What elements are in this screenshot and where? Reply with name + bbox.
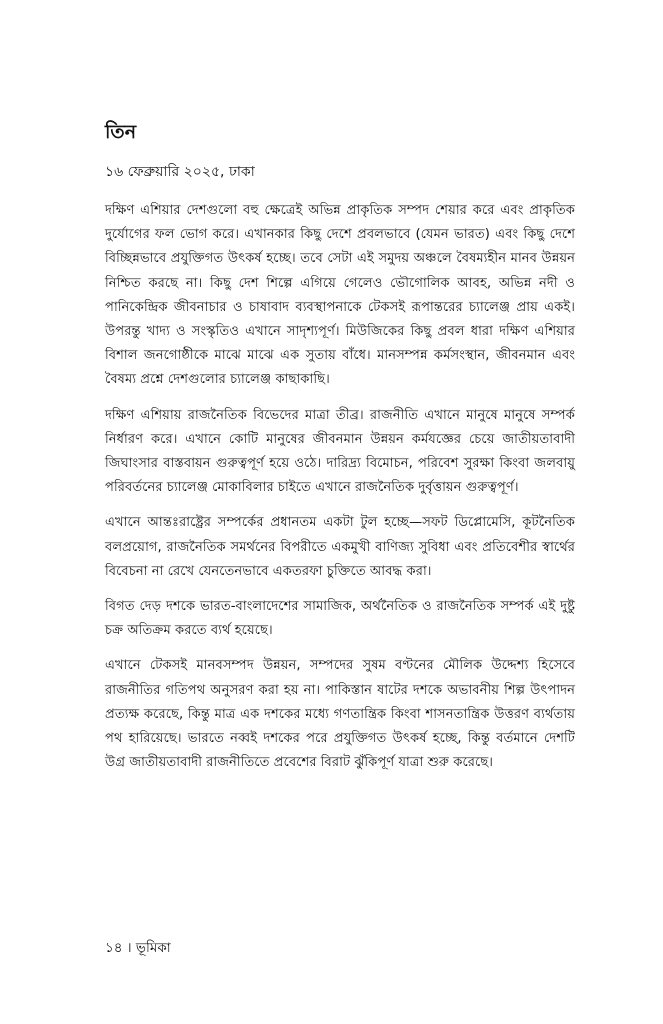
chapter-title: তিন — [105, 121, 137, 143]
page-footer: ১৪ । ভূমিকা — [105, 940, 171, 956]
paragraph-1: দক্ষিণ এশিয়ার দেশগুলো বহু ক্ষেত্রেই অভিন্ন প্রাকৃতিক সম্পদ শেয়ার করে এবং প্রাকৃতিক দুর্যোগের ফল ভোগ করে। এখানকার কিছু দেশে প্রবলভাবে (যেমন ভারত) এবং কিছু দেশে বিচ্ছিন্নভাবে প্রযুক্তিগত উৎকর্ষ হচ্ছে। তবে সেটা এই সমুদয় অঞ্চলে বৈষম্যহীন মানব উন্নয়ন নিশ্চিত করছে না। কিছু দেশ শিল্পে এগিয়ে গেলেও ভৌগোলিক আবহ, অভিন্ন নদী ও পানিকেন্দ্রিক জীবনাচার ও চাষাবাদ ব্যবস্থাপনাকে টেকসই রূপান্তরের চ্যালেঞ্জ প্রায় একই। উপরন্তু খাদ্য ও সংস্কৃতিও এখানে সাদৃশ্যপূর্ণ। মিউজিকের কিছু প্রবল ধারা দক্ষিণ এশিয়ার বিশাল জনগোষ্ঠীকে মাঝে মাঝে এক সুতায় বাঁধে। মানসম্পন্ন কর্মসংস্থান, জীবনমান এবং বৈষম্য প্রশ্নে দেশগুলোর চ্যালেঞ্জ কাছাকাছি। — [105, 203, 575, 388]
paragraph-3: এখানে আন্তঃরাষ্ট্রের সম্পর্কের প্রধানতম একটা টুল হচ্ছে—সফট ডিপ্লোমেসি, কূটনৈতিক বলপ্রয়োগ, রাজনৈতিক সমর্থনের বিপরীতে একমুখী বাণিজ্য সুবিধা এবং প্রতিবেশীর স্বার্থের বিবেচনা না রেখে যেনতেনভাবে একতরফা চুক্তিতে আবদ্ধ করা। — [105, 515, 575, 579]
paragraph-4: বিগত দেড় দশকে ভারত-বাংলাদেশের সামাজিক, অর্থনৈতিক ও রাজনৈতিক সম্পর্ক এই দুষ্টু চক্র অতিক্রম করতে ব্যর্থ হয়েছে। — [105, 599, 575, 639]
paragraph-2: দক্ষিণ এশিয়ায় রাজনৈতিক বিভেদের মাত্রা তীব্র। রাজনীতি এখানে মানুষে মানুষে সম্পর্ক নির্ধারণ করে। এখানে কোটি মানুষের জীবনমান উন্নয়ন কর্মযজ্ঞের চেয়ে জাতীয়তাবাদী জিঘাংসার বাস্তবায়ন গুরুত্বপূর্ণ হয়ে ওঠে। দারিদ্র্য বিমোচন, পরিবেশ সুরক্ষা কিংবা জলবায়ু পরিবর্তনের চ্যালেঞ্জ মোকাবিলার চাইতে এখানে রাজনৈতিক দুর্বৃত্তায়ন গুরুত্বপূর্ণ। — [105, 407, 575, 496]
dateline: ১৬ ফেব্রুয়ারি ২০২৫, ঢাকা — [105, 164, 255, 180]
page-body — [105, 118, 575, 785]
paragraph-5: এখানে টেকসই মানবসম্পদ উন্নয়ন, সম্পদের সুষম বণ্টনের মৌলিক উদ্দেশ্য হিসেবে রাজনীতির গতিপথ অনুসরণ করা হয় না। পাকিস্তান ষাটের দশকে অভাবনীয় শিল্প উৎপাদন প্রত্যক্ষ করেছে, কিন্তু মাত্র এক দশকের মধ্যে গণতান্ত্রিক কিংবা শাসনতান্ত্রিক উত্তরণ ব্যর্থতায় পথ হারিয়েছে। ভারতে নব্বই দশকের পরে প্রযুক্তিগত উৎকর্ষ হচ্ছে, কিন্তু বর্তমানে দেশটি উগ্র জাতীয়তাবাদী রাজনীতিতে প্রবেশের বিরাট ঝুঁকিপূর্ণ যাত্রা শুরু করেছে। — [105, 658, 575, 771]
